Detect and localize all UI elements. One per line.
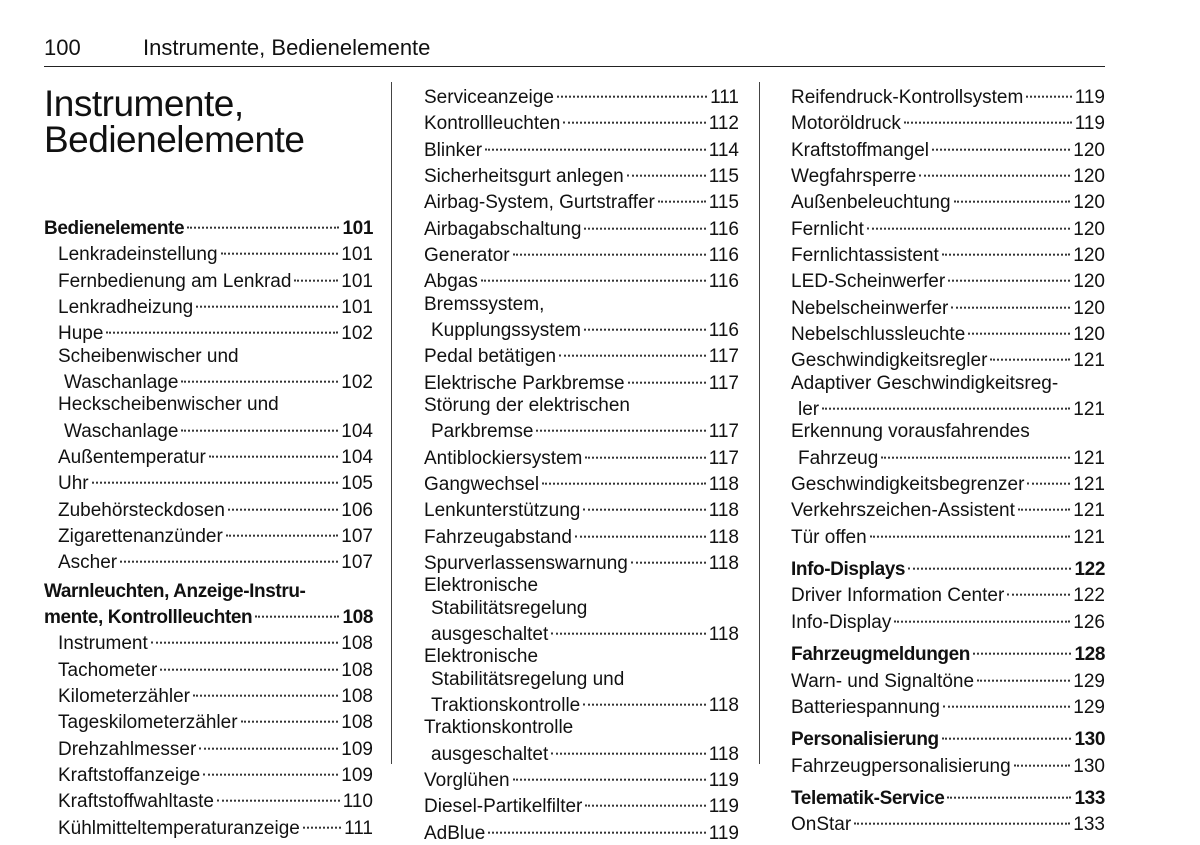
toc-entry-label: Waschanlage <box>64 372 179 394</box>
dot-leader <box>583 491 705 511</box>
toc-entry-page-number: 101 <box>341 270 373 292</box>
toc-entry-label: Parkbremse <box>431 421 534 443</box>
toc-entry-page-number: 116 <box>708 320 739 342</box>
toc-entry-label: Kraftstoffanzeige <box>58 765 201 787</box>
dot-leader <box>942 720 1072 740</box>
toc-entry-label: Motoröldruck <box>791 113 901 135</box>
dot-leader <box>990 341 1070 361</box>
dot-leader <box>951 288 1070 308</box>
chapter-title-line-1: Instrumente, <box>44 83 244 124</box>
toc-entry-label: Uhr <box>58 473 89 495</box>
toc-entry-label: Drehzahlmesser <box>58 738 197 760</box>
dot-leader <box>968 315 1070 335</box>
dot-leader <box>584 311 706 331</box>
toc-entry <box>424 691 739 717</box>
toc-entry-label: Fahrzeugpersonalisierung <box>791 755 1011 777</box>
toc-entry-page-number: 107 <box>341 526 373 548</box>
toc-entry-label: Nebelschlussleuchte <box>791 324 966 346</box>
dot-leader <box>513 761 706 781</box>
dot-leader <box>658 183 706 203</box>
dot-leader <box>551 615 705 635</box>
toc-entry-label: Lenkradheizung <box>58 297 194 319</box>
toc-entry-page-number: 120 <box>1073 192 1105 214</box>
dot-leader <box>904 104 1072 124</box>
toc-entry-page-number: 118 <box>708 743 739 765</box>
toc-entry-page-number: 104 <box>341 420 373 442</box>
toc-entry-page-number: 107 <box>341 552 373 574</box>
toc-entry-label: Außenbeleuchtung <box>791 192 951 214</box>
toc-entry-page-number: 118 <box>708 553 739 575</box>
dot-leader <box>947 779 1071 799</box>
toc-entry-label: Pedal betätigen <box>424 346 557 368</box>
toc-entry-label: Störung der elektrischen <box>424 395 630 417</box>
toc-entry-label: Diesel-Partikelfilter <box>424 796 583 818</box>
dot-leader <box>217 782 340 802</box>
toc-entry <box>424 819 739 845</box>
toc-entry-label: Fahrzeugmeldungen <box>791 644 970 666</box>
toc-entry-label: Tageskilometerzähler <box>58 712 238 734</box>
toc-entry-label: Hupe <box>58 323 104 345</box>
toc-entry-label: Airbagabschaltung <box>424 218 582 240</box>
dot-leader <box>932 130 1070 150</box>
dot-leader <box>919 157 1070 177</box>
dot-leader <box>488 813 705 833</box>
toc-entry-label: Instrument <box>58 633 148 655</box>
toc-entry-page-number: 121 <box>1073 500 1105 522</box>
page-number: 100 <box>44 35 81 60</box>
toc-entry <box>424 646 739 668</box>
toc-entry <box>791 395 1105 421</box>
toc-entry-label: Telematik-Service <box>791 787 945 809</box>
dot-leader <box>559 337 706 357</box>
toc-entry-page-number: 130 <box>1074 729 1105 751</box>
dot-leader <box>908 550 1071 570</box>
dot-leader <box>557 78 707 98</box>
toc-entry-label: Nebelscheinwerfer <box>791 297 949 319</box>
toc-entry-label: Kontrollleuchten <box>424 113 561 135</box>
toc-entry-page-number: 116 <box>708 245 739 267</box>
toc-entry-label: Sicherheitsgurt anlegen <box>424 166 624 188</box>
toc-entry <box>424 575 739 597</box>
toc-entry-label: Fernlichtassistent <box>791 245 939 267</box>
toc-entry-label: Info-Display <box>791 611 892 633</box>
dot-leader <box>221 235 339 255</box>
dot-leader <box>1027 465 1070 485</box>
toc-entry <box>424 267 739 293</box>
toc-entry-label: Warn- und Signaltöne <box>791 670 975 692</box>
dot-leader <box>867 209 1070 229</box>
toc-entry-page-number: 130 <box>1073 755 1105 777</box>
dot-leader <box>106 314 338 334</box>
toc-entry-page-number: 120 <box>1073 245 1105 267</box>
toc-entry-label: Bremssystem, <box>424 293 545 315</box>
dot-leader <box>584 209 705 229</box>
dot-leader <box>1007 576 1070 596</box>
dot-leader <box>1026 78 1071 98</box>
toc-entry-page-number: 117 <box>708 447 739 469</box>
toc-entry-label: Elektrische Parkbremse <box>424 372 625 394</box>
toc-entry-page-number: 117 <box>708 372 739 394</box>
toc-entry <box>791 752 1105 778</box>
toc-entry-label: mente, Kontrollleuchten <box>44 607 253 629</box>
toc-entry <box>44 548 373 574</box>
toc-entry-label: Fernbedienung am Lenkrad <box>58 270 292 292</box>
toc-entry-label: ler <box>798 399 820 421</box>
toc-entry-page-number: 116 <box>708 218 739 240</box>
toc-entry-label: Blinker <box>424 139 483 161</box>
dot-leader <box>551 734 705 754</box>
toc-entry-label: Driver Information Center <box>791 585 1005 607</box>
toc-entry-page-number: 108 <box>341 712 373 734</box>
toc-entry-page-number: 126 <box>1073 611 1105 633</box>
dot-leader <box>228 490 338 510</box>
toc-entry-page-number: 114 <box>708 139 739 161</box>
toc-entry-label: Kraftstoffmangel <box>791 139 930 161</box>
column-divider-right <box>759 82 760 764</box>
toc-entry-page-number: 102 <box>341 372 373 394</box>
toc-entry-label: Tachometer <box>58 659 158 681</box>
toc-entry <box>44 319 373 345</box>
toc-entry-page-number: 120 <box>1073 271 1105 293</box>
toc-entry-label: Außentemperatur <box>58 447 206 469</box>
toc-entry-page-number: 116 <box>708 271 739 293</box>
toc-entry-page-number: 121 <box>1073 474 1105 496</box>
toc-entry-page-number: 115 <box>708 192 739 214</box>
toc-entry <box>791 523 1105 549</box>
dot-leader <box>160 650 338 670</box>
toc-entry-page-number: 120 <box>1073 218 1105 240</box>
dot-leader <box>583 686 705 706</box>
toc-entry-page-number: 133 <box>1074 787 1105 809</box>
toc-entry-label: Lenkradeinstellung <box>58 244 218 266</box>
dot-leader <box>196 288 338 308</box>
toc-entry-page-number: 120 <box>1073 139 1105 161</box>
dot-leader <box>294 261 338 281</box>
dot-leader <box>542 465 706 485</box>
toc-entry-label: LED-Scheinwerfer <box>791 271 946 293</box>
toc-entry-label: Kilometerzähler <box>58 686 190 708</box>
toc-entry-label: Warnleuchten, Anzeige-Instru- <box>44 580 306 602</box>
toc-entry-page-number: 101 <box>341 244 373 266</box>
dot-leader <box>303 808 341 828</box>
toc-entry-page-number: 117 <box>708 346 739 368</box>
toc-entry-page-number: 108 <box>341 659 373 681</box>
toc-entry-page-number: 120 <box>1073 324 1105 346</box>
dot-leader <box>151 624 339 644</box>
toc-entry-page-number: 118 <box>708 624 739 646</box>
toc-entry-page-number: 109 <box>341 765 373 787</box>
toc-entry <box>44 814 373 840</box>
toc-entry-page-number: 119 <box>708 822 739 844</box>
toc-entry-label: Zigarettenanzünder <box>58 526 223 548</box>
toc-column-3 <box>791 83 1105 837</box>
toc-entry-page-number: 121 <box>1073 526 1105 548</box>
toc-entry-page-number: 129 <box>1073 696 1105 718</box>
toc-entry-page-number: 119 <box>1074 87 1105 109</box>
dot-leader <box>942 236 1070 256</box>
toc-entry-label: Ascher <box>58 552 118 574</box>
dot-leader <box>513 236 706 256</box>
toc-entry <box>44 368 373 394</box>
toc-entry-page-number: 106 <box>341 499 373 521</box>
toc-entry-label: Elektronische <box>424 575 539 597</box>
dot-leader <box>822 390 1070 410</box>
toc-entry-label: Stabilitätsregelung <box>431 597 588 619</box>
dot-leader <box>575 517 706 537</box>
toc-entry-page-number: 129 <box>1073 670 1105 692</box>
toc-entry-label: Lenkunterstützung <box>424 500 581 522</box>
toc-entry-label: AdBlue <box>424 822 486 844</box>
toc-entry-page-number: 101 <box>341 297 373 319</box>
toc-column-1 <box>44 214 373 840</box>
toc-entry-page-number: 102 <box>341 323 373 345</box>
toc-entry-page-number: 118 <box>708 500 739 522</box>
dot-leader <box>563 104 705 124</box>
toc-entry-label: Bedienelemente <box>44 218 185 240</box>
toc-entry-page-number: 101 <box>342 218 373 240</box>
toc-entry-label: Reifendruck-Kontrollsystem <box>791 87 1024 109</box>
dot-leader <box>187 209 339 229</box>
chapter-title-line-2: Bedienelemente <box>44 119 305 160</box>
dot-leader <box>894 602 1070 622</box>
dot-leader <box>255 598 339 618</box>
dot-leader <box>954 183 1071 203</box>
toc-entry-page-number: 119 <box>1074 113 1105 135</box>
toc-entry-label: Spurverlassenswarnung <box>424 553 628 575</box>
dot-leader <box>92 464 339 484</box>
toc-entry-label: Kühlmitteltemperaturanzeige <box>58 817 300 839</box>
toc-entry-page-number: 122 <box>1074 559 1105 581</box>
toc-entry <box>791 810 1105 836</box>
dot-leader <box>943 687 1070 707</box>
toc-entry-page-number: 118 <box>708 695 739 717</box>
dot-leader <box>199 729 338 749</box>
toc-entry-page-number: 120 <box>1073 166 1105 188</box>
toc-entry-page-number: 105 <box>341 473 373 495</box>
dot-leader <box>977 661 1070 681</box>
toc-entry-label: Scheibenwischer und <box>58 345 239 367</box>
toc-entry-page-number: 133 <box>1073 814 1105 836</box>
toc-entry-label: Info-Displays <box>791 559 906 581</box>
toc-entry-label: Adaptiver Geschwindigkeitsreg- <box>791 372 1059 394</box>
toc-entry-label: Airbag-System, Gurtstraffer <box>424 192 655 214</box>
toc-entry-page-number: 118 <box>708 474 739 496</box>
toc-entry-page-number: 121 <box>1073 399 1105 421</box>
toc-entry-label: Geschwindigkeitsregler <box>791 350 988 372</box>
toc-entry-page-number: 128 <box>1074 644 1105 666</box>
toc-entry-label: Fahrzeug <box>798 447 879 469</box>
dot-leader <box>1014 746 1071 766</box>
dot-leader <box>948 262 1070 282</box>
toc-entry-label: Personalisierung <box>791 729 939 751</box>
dot-leader <box>585 787 705 807</box>
toc-entry-page-number: 111 <box>710 87 739 109</box>
toc-entry-page-number: 118 <box>708 526 739 548</box>
toc-entry <box>424 549 739 575</box>
toc-entry-page-number: 104 <box>341 447 373 469</box>
dot-leader <box>181 411 338 431</box>
toc-entry-label: Generator <box>424 245 510 267</box>
dot-leader <box>203 756 338 776</box>
toc-entry-label: Geschwindigkeitsbegrenzer <box>791 474 1025 496</box>
dot-leader <box>485 130 706 150</box>
toc-entry-page-number: 119 <box>708 796 739 818</box>
dot-leader <box>973 635 1071 655</box>
toc-entry-label: ausgeschaltet <box>431 743 549 765</box>
toc-entry-label: Kupplungssystem <box>431 320 581 342</box>
toc-entry-label: Heckscheibenwischer und <box>58 394 279 416</box>
toc-entry-page-number: 121 <box>1073 350 1105 372</box>
toc-entry-page-number: 108 <box>342 607 373 629</box>
toc-entry-label: Vorglühen <box>424 770 510 791</box>
toc-entry-page-number: 111 <box>344 817 373 839</box>
toc-entry-label: ausgeschaltet <box>431 624 549 646</box>
dot-leader <box>854 805 1070 825</box>
toc-entry-label: Fahrzeugabstand <box>424 526 572 548</box>
toc-entry-label: Serviceanzeige <box>424 87 554 109</box>
toc-entry-label: Abgas <box>424 271 478 293</box>
toc-entry-page-number: 108 <box>341 633 373 655</box>
dot-leader <box>181 363 338 383</box>
chapter-title <box>44 83 305 160</box>
running-title: Instrumente, Bedienelemente <box>143 35 431 60</box>
toc-entry-page-number: 122 <box>1073 585 1105 607</box>
dot-leader <box>628 363 706 383</box>
dot-leader <box>881 438 1070 458</box>
toc-entry <box>791 693 1105 719</box>
dot-leader <box>241 703 339 723</box>
toc-entry-label: Wegfahrsperre <box>791 166 917 188</box>
toc-entry-label: OnStar <box>791 814 852 836</box>
dot-leader <box>870 517 1071 537</box>
header-rule <box>44 66 1105 67</box>
dot-leader <box>627 157 706 177</box>
toc-column-2 <box>424 83 739 845</box>
toc-entry-page-number: 108 <box>341 686 373 708</box>
toc-entry-page-number: 117 <box>708 421 739 443</box>
dot-leader <box>193 677 338 697</box>
toc-entry <box>791 346 1105 372</box>
toc-entry-label: Erkennung vorausfahrendes <box>791 421 1030 443</box>
toc-entry <box>424 369 739 395</box>
toc-entry-label: Gangwechsel <box>424 474 540 496</box>
toc-entry-label: Traktionskontrolle <box>431 695 581 717</box>
dot-leader <box>120 543 338 563</box>
toc-entry-page-number: 119 <box>708 770 739 791</box>
toc-entry-label: Batteriespannung <box>791 696 940 718</box>
dot-leader <box>536 412 705 432</box>
toc-entry-label: Tür offen <box>791 526 867 548</box>
toc-entry-page-number: 109 <box>341 738 373 760</box>
toc-entry-label: Traktionskontrolle <box>424 717 574 739</box>
toc-entry-label: Antiblockiersystem <box>424 447 583 469</box>
dot-leader <box>585 438 705 458</box>
toc-entry-label: Fernlicht <box>791 218 864 240</box>
dot-leader <box>226 517 339 537</box>
toc-entry <box>424 620 739 646</box>
toc-entry-label: Verkehrszeichen-Assistent <box>791 500 1015 522</box>
running-header <box>44 34 430 62</box>
toc-entry-label: Zubehörsteckdosen <box>58 499 225 521</box>
toc-entry-page-number: 115 <box>708 166 739 188</box>
toc-entry-label: Kraftstoffwahltaste <box>58 791 214 813</box>
toc-entry-page-number: 110 <box>342 791 373 813</box>
toc-entry-label: Waschanlage <box>64 420 179 442</box>
column-divider-left <box>391 82 392 764</box>
toc-entry-page-number: 112 <box>708 113 739 135</box>
toc-entry-label: Elektronische <box>424 646 539 668</box>
toc-entry <box>791 608 1105 634</box>
dot-leader <box>1018 491 1070 511</box>
dot-leader <box>631 544 706 564</box>
dot-leader <box>209 438 338 458</box>
toc-entry-page-number: 121 <box>1073 447 1105 469</box>
dot-leader <box>481 262 706 282</box>
toc-entry-page-number: 120 <box>1073 297 1105 319</box>
toc-entry-label: Stabilitätsregelung und <box>431 668 625 690</box>
